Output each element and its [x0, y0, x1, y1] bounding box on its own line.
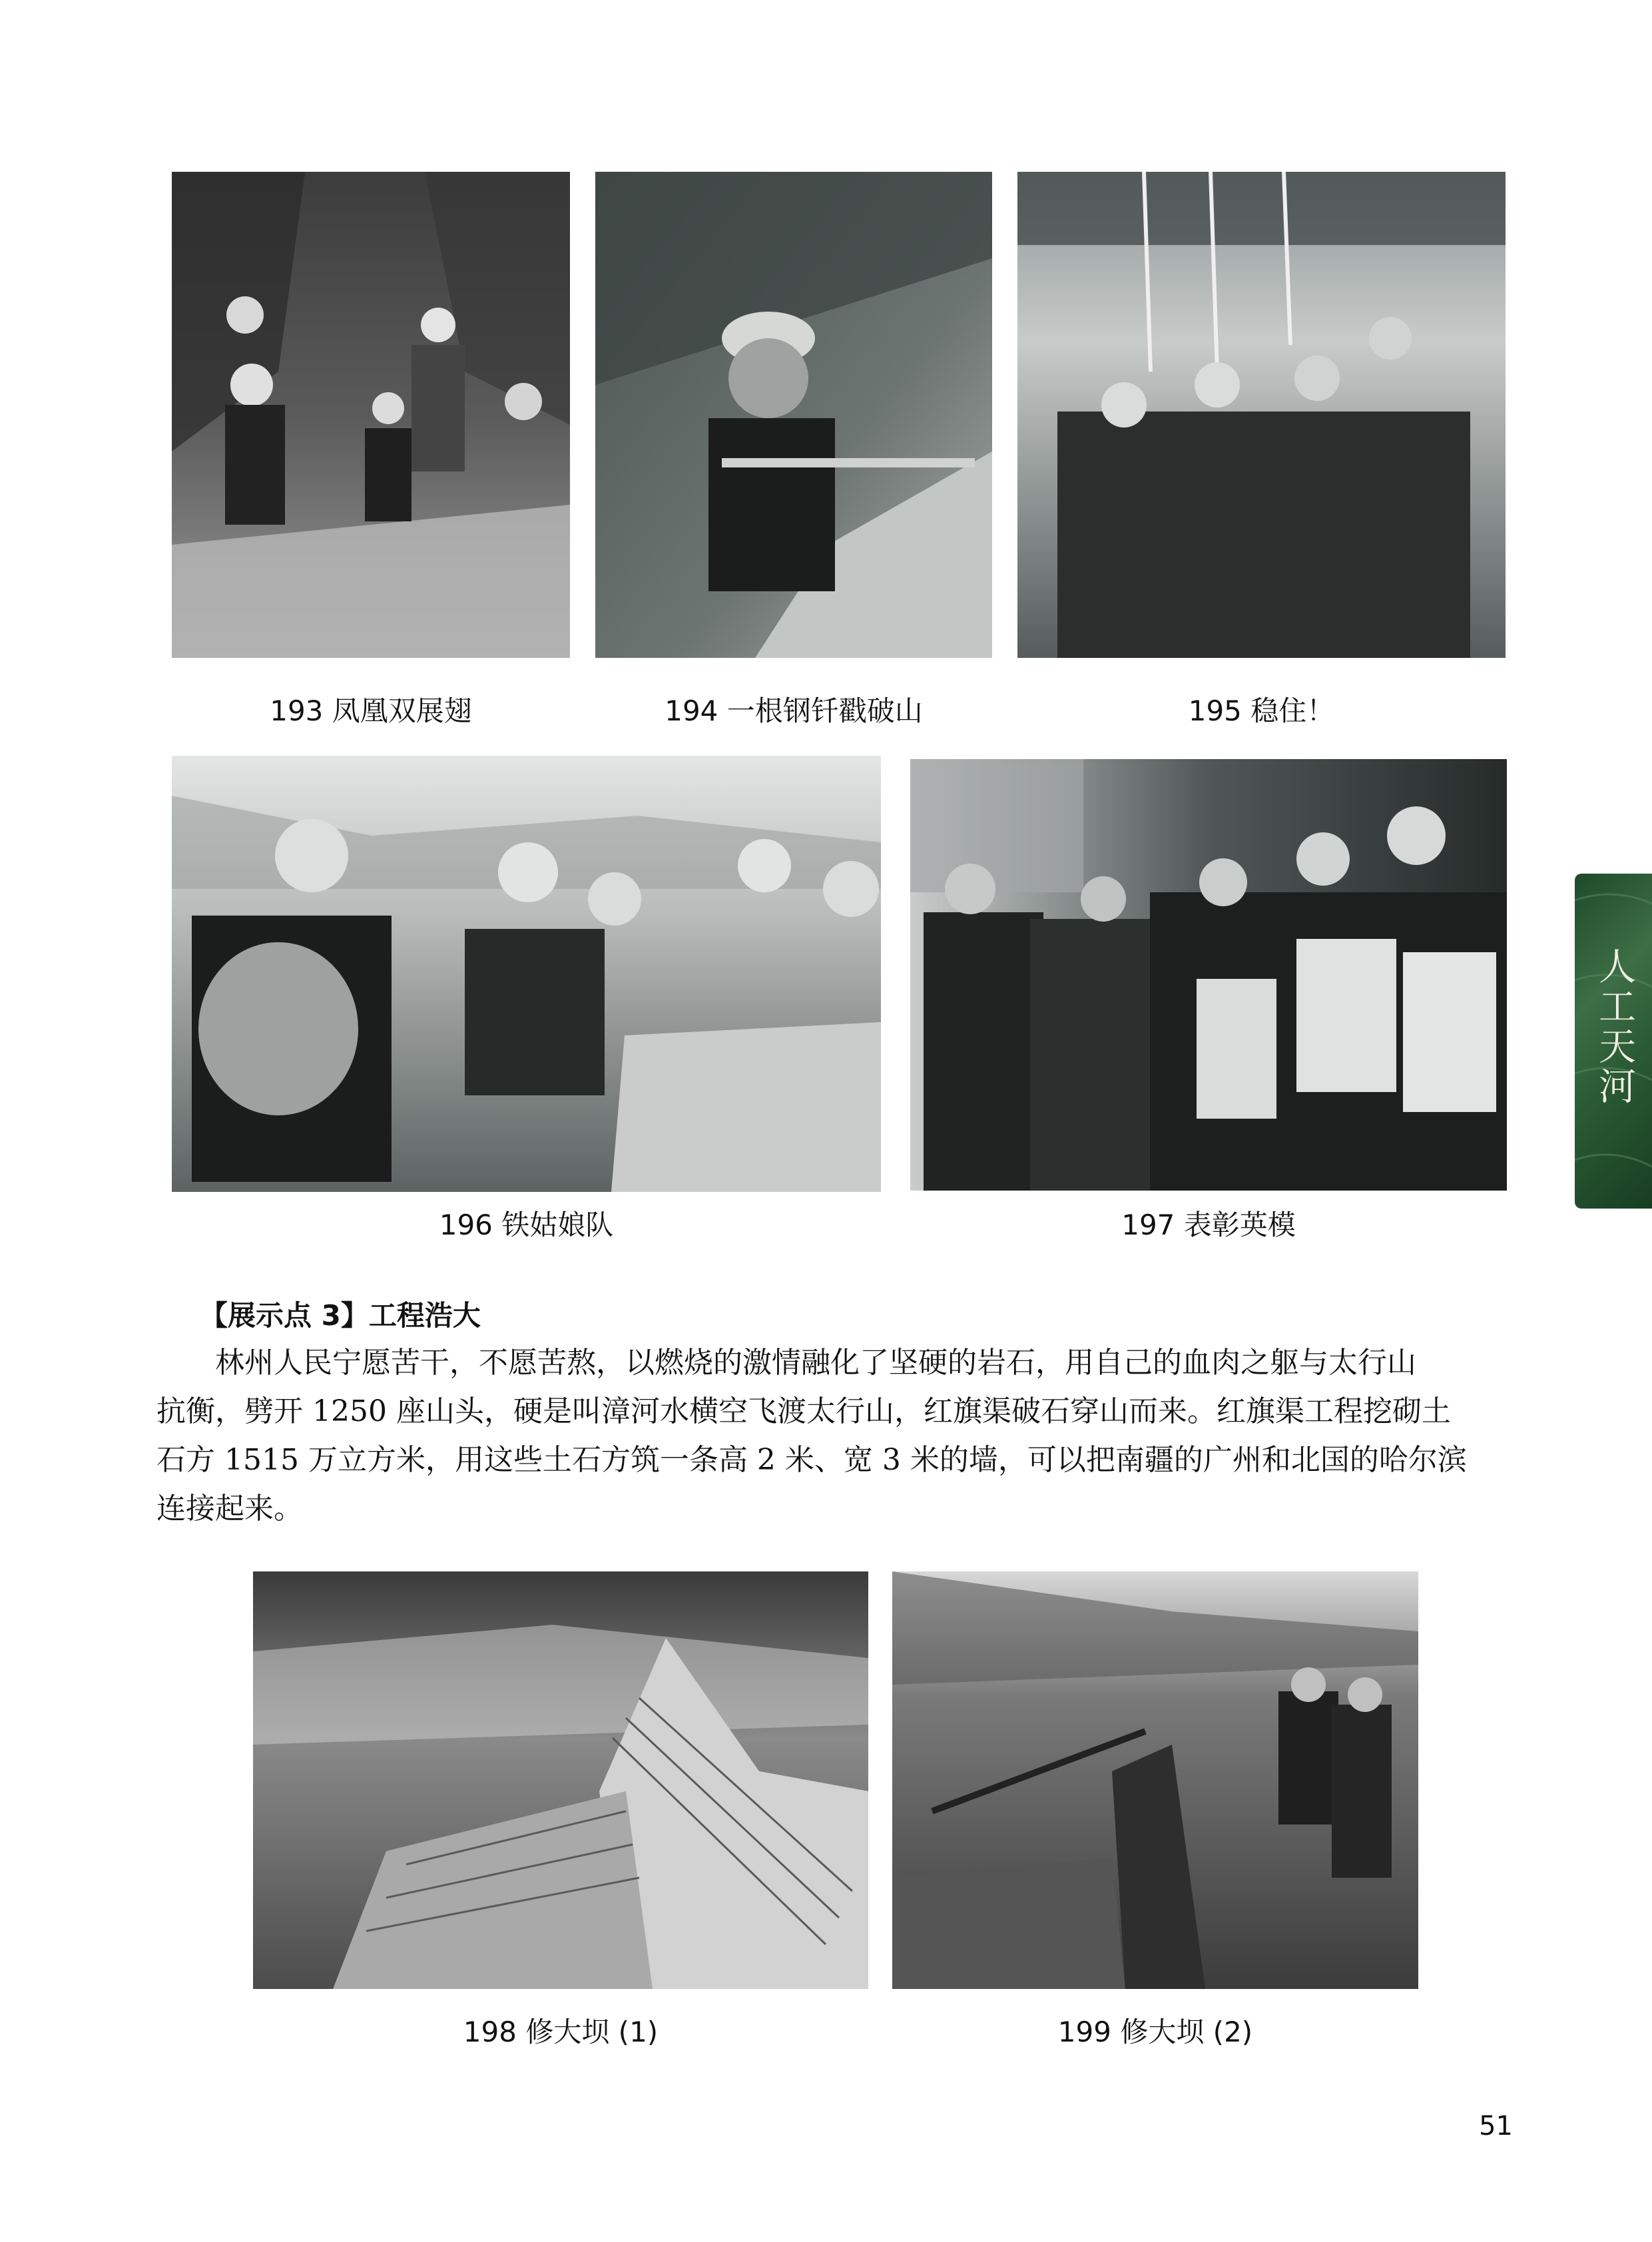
photo-caption-196: 196 铁姑娘队: [439, 1209, 614, 1241]
photo-caption-194: 194 一根钢钎戳破山: [665, 695, 923, 727]
chapter-side-tab: [1575, 874, 1652, 1209]
body-line: 抗衡，劈开 1250 座山头，硬是叫漳河水横空飞渡太行山，红旗渠破石穿山而来。红旗渠工程挖砌土: [156, 1394, 1451, 1428]
photo-194: [595, 172, 992, 658]
photo-caption-195: 195 稳住！: [1188, 695, 1335, 727]
body-line: 连接起来。: [156, 1492, 303, 1526]
body-line: 林州人民宁愿苦干，不愿苦熬，以燃烧的激情融化了坚硬的岩石，用自己的血肉之躯与太行山: [215, 1346, 1416, 1380]
photo-199: [892, 1571, 1418, 1989]
photo-caption-197: 197 表彰英模: [1121, 1209, 1296, 1241]
photo-196: [172, 756, 881, 1192]
photo-caption-198: 198 修大坝 (1): [463, 2016, 659, 2048]
section-heading: 【展示点 3】工程浩大: [200, 1299, 481, 1332]
photo-caption-193: 193 凤凰双展翅: [270, 695, 472, 727]
section-body: [156, 1338, 1512, 1533]
body-line: 石方 1515 万立方米，用这些土石方筑一条高 2 米、宽 3 米的墙，可以把南疆的广州和北国的哈尔滨: [156, 1443, 1467, 1477]
photo-198: [253, 1571, 868, 1989]
chapter-side-tab-title: 人工天河: [1593, 947, 1636, 1107]
page-number: 51: [1479, 2111, 1513, 2141]
photo-197: [910, 759, 1507, 1191]
photo-caption-199: 199 修大坝 (2): [1057, 2016, 1253, 2048]
photo-195: [1017, 172, 1506, 658]
photo-193: [172, 172, 570, 658]
